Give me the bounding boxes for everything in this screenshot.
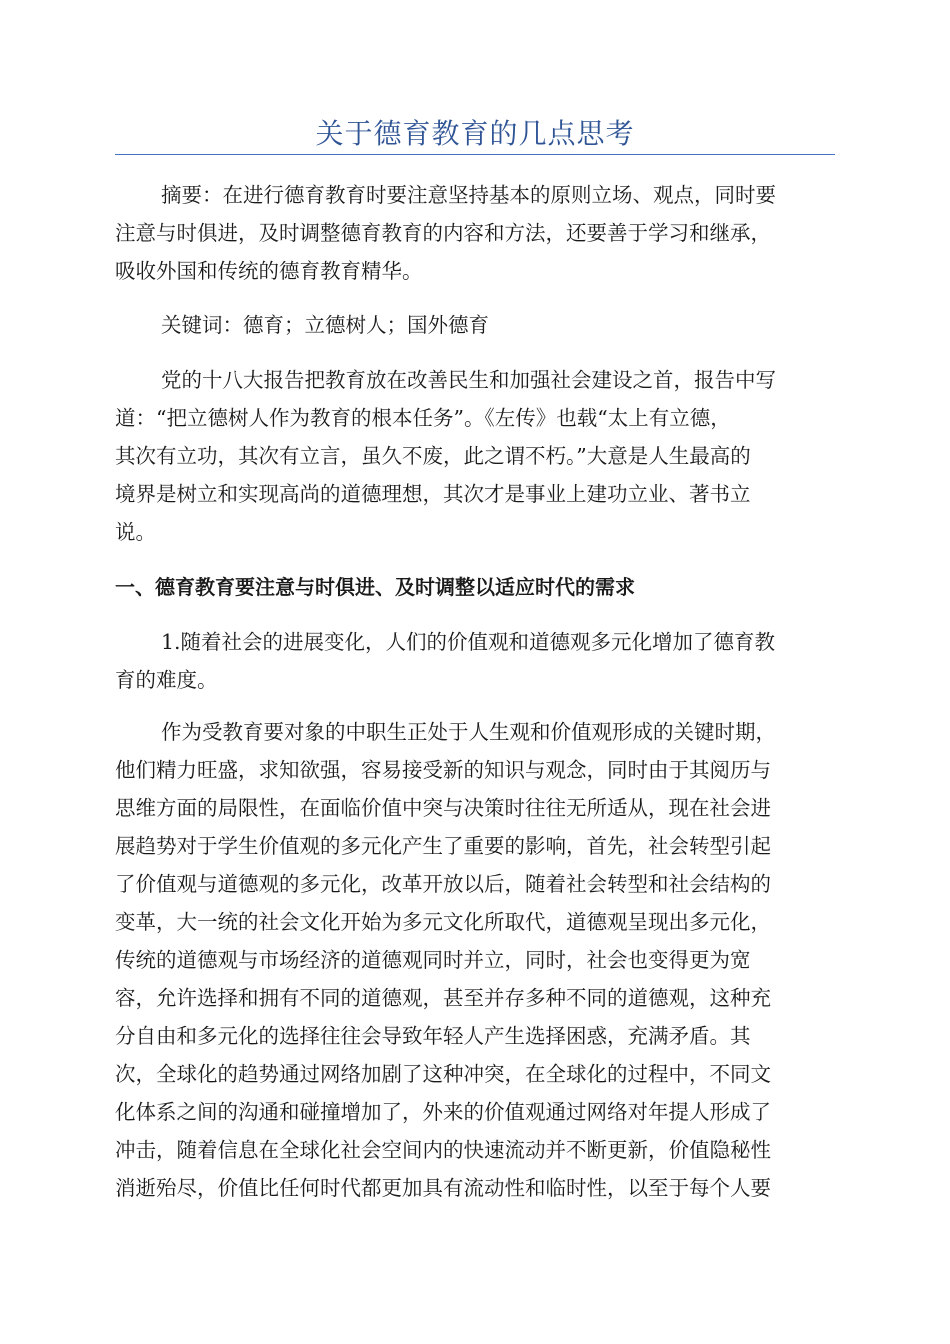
section-heading: [115, 568, 835, 606]
point-1-line: 1.随着社会的进展变化，人们的价值观和道德观多元化增加了德育教: [161, 630, 776, 654]
abstract-paragraph: [115, 176, 835, 290]
keywords-line: 关键词：德育；立德树人；国外德育: [161, 313, 489, 337]
body-line: 作为受教育要对象的中职生正处于人生观和价值观形成的关键时期，: [161, 720, 776, 744]
abstract-line: 吸收外国和传统的德育教育精华。: [115, 259, 423, 283]
body-line: 冲击，随着信息在全球化社会空间内的快速流动并不断更新，价值隐秘性: [115, 1138, 771, 1162]
body-line: 化体系之间的沟通和碰撞增加了，外来的价值观通过网络对年提人形成了: [115, 1100, 771, 1124]
body-line: 他们精力旺盛，求知欲强，容易接受新的知识与观念，同时由于其阅历与: [115, 758, 771, 782]
intro-line: 道：“把立德树人作为教育的根本任务”。《左传》也载“太上有立德，: [115, 406, 731, 430]
body-line: 思维方面的局限性，在面临价值中突与决策时往往无所适从，现在社会进: [115, 796, 771, 820]
body-line: 传统的道德观与市场经济的道德观同时并立，同时，社会也变得更为宽: [115, 948, 751, 972]
point-1-paragraph: [115, 623, 835, 699]
intro-paragraph: [115, 361, 835, 551]
intro-line: 党的十八大报告把教育放在改善民生和加强社会建设之首，报告中写: [161, 368, 776, 392]
body-line: 分自由和多元化的选择往往会导致年轻人产生选择困惑，充满矛盾。其: [115, 1024, 751, 1048]
keywords-paragraph: [115, 306, 835, 344]
intro-line: 其次有立功，其次有立言，虽久不废，此之谓不朽。”大意是人生最高的: [115, 444, 751, 468]
body-line: 消逝殆尽，价值比任何时代都更加具有流动性和临时性，以至于每个人要: [115, 1176, 771, 1200]
document-title: 关于德育教育的几点思考: [315, 117, 635, 150]
intro-line: 说。: [115, 520, 156, 544]
body-line: 展趋势对于学生价值观的多元化产生了重要的影响，首先，社会转型引起: [115, 834, 771, 858]
abstract-line: 摘要：在进行德育教育时要注意坚持基本的原则立场、观点，同时要: [161, 183, 776, 207]
abstract-line: 注意与时俱进，及时调整德育教育的内容和方法，还要善于学习和继承，: [115, 221, 771, 245]
point-1-line: 育的难度。: [115, 668, 218, 692]
intro-line: 境界是树立和实现高尚的道德理想，其次才是事业上建功立业、著书立: [115, 482, 751, 506]
body-line: 容，允许选择和拥有不同的道德观，甚至并存多种不同的道德观，这种充: [115, 986, 771, 1010]
body-line: 了价值观与道德观的多元化，改革开放以后，随着社会转型和社会结构的: [115, 872, 771, 896]
title-underline: [115, 154, 835, 155]
body-paragraph: [115, 713, 835, 1207]
body-line: 次，全球化的趋势通过网络加剧了这种冲突，在全球化的过程中，不同文: [115, 1062, 771, 1086]
body-line: 变革，大一统的社会文化开始为多元文化所取代，道德观呈现出多元化，: [115, 910, 771, 934]
section-1-heading: 一、德育教育要注意与时俱进、及时调整以适应时代的需求: [115, 575, 635, 599]
